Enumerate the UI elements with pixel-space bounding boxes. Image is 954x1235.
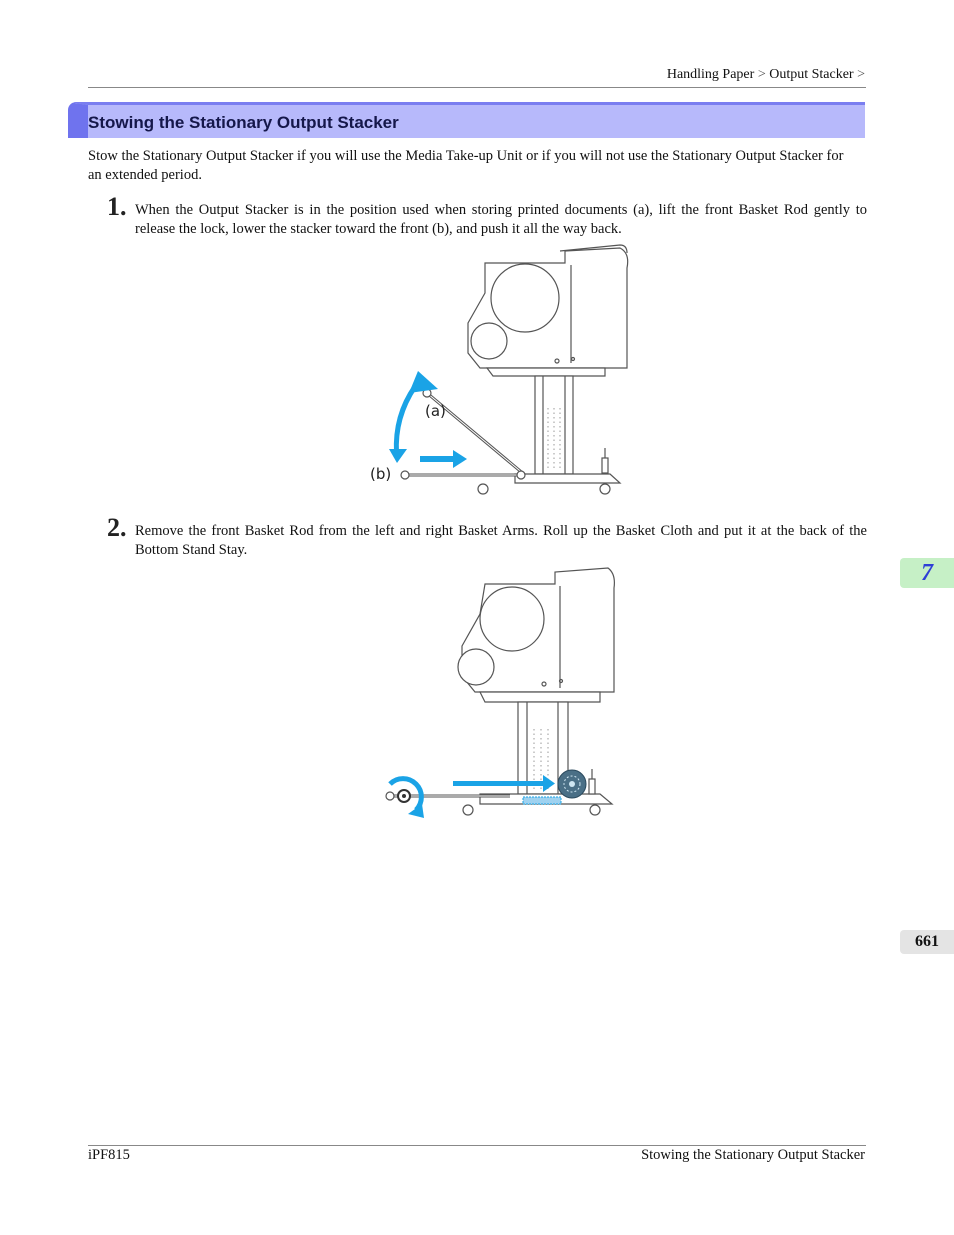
step-1-text: When the Output Stacker is in the position used when storing printed documents (a), lift the front Basket Rod gently to release the lock, lower the stacker toward the front (b), and push it all the way back. xyxy=(135,202,867,237)
basket-rod-end xyxy=(398,790,410,802)
breadcrumb-separator: > xyxy=(757,67,766,82)
step-1-number: 1. xyxy=(107,192,127,221)
footer-divider xyxy=(88,1145,866,1146)
rolled-basket-cloth xyxy=(558,770,586,798)
breadcrumb-item-output-stacker[interactable]: Output Stacker xyxy=(769,67,854,82)
breadcrumb-item-handling-paper[interactable]: Handling Paper xyxy=(666,67,755,82)
push-back-arrow xyxy=(420,450,467,468)
figure-roll-up-basket-cloth xyxy=(380,564,620,820)
section-header xyxy=(68,102,865,138)
label-a: (a) xyxy=(425,402,446,420)
breadcrumb-separator: > xyxy=(857,67,865,82)
intro-paragraph: Stow the Stationary Output Stacker if you will use the Media Take-up Unit or if you will not use the Stationary Output Stacker for an extended period. xyxy=(88,148,844,183)
step-2-text: Remove the front Basket Rod from the left and right Basket Arms. Roll up the Basket Cloth and put it at the back of the Bottom Stand Stay. xyxy=(135,523,867,558)
figure-stacker-lowering xyxy=(365,243,635,498)
label-b: (b) xyxy=(370,465,392,483)
footer-section-title: Stowing the Stationary Output Stacker xyxy=(641,1147,865,1163)
step-2-number: 2. xyxy=(107,513,127,542)
footer-model: iPF815 xyxy=(88,1147,130,1163)
chapter-tab[interactable]: 7 xyxy=(900,558,954,588)
header-divider xyxy=(88,87,866,88)
cloth-position-marker xyxy=(523,797,561,804)
page-number: 661 xyxy=(900,930,954,954)
breadcrumb xyxy=(667,67,865,83)
section-title: Stowing the Stationary Output Stacker xyxy=(88,113,399,132)
